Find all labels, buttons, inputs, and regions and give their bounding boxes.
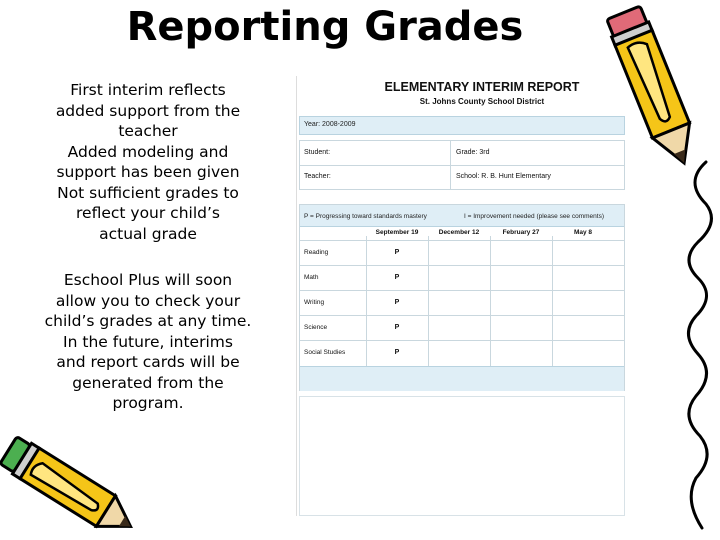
- column-header: September 19: [375, 229, 419, 236]
- grade-mark: P: [394, 274, 400, 281]
- teacher-label: Teacher:: [304, 173, 331, 180]
- report-district: St. Johns County School District: [419, 97, 545, 106]
- report-title: ELEMENTARY INTERIM REPORT: [384, 80, 580, 94]
- column-header: May 8: [573, 229, 593, 236]
- school-label: School: R. B. Hunt Elementary: [456, 173, 551, 180]
- report-year: Year: 2008-2009: [304, 121, 356, 128]
- text-block-eschool: [28, 270, 268, 414]
- grade-mark: P: [394, 324, 400, 331]
- table-row: [300, 315, 624, 341]
- text-block-interim: [28, 80, 268, 244]
- comments-box: [299, 396, 625, 516]
- student-info-table: [299, 140, 625, 190]
- subject-label: Science: [304, 324, 328, 331]
- text-line: teacher: [118, 122, 178, 140]
- text-line: and report cards will be: [56, 353, 240, 371]
- text-line: First interim reflects: [70, 81, 226, 99]
- grade-mark: P: [394, 349, 400, 356]
- text-line: support has been given: [56, 163, 240, 181]
- text-line: generated from the: [72, 373, 224, 392]
- grade-mark: P: [394, 299, 400, 306]
- text-line: reflect your child’s: [76, 204, 220, 222]
- subject-label: Math: [304, 274, 319, 281]
- table-row: [300, 265, 624, 291]
- interim-report-image: [296, 76, 627, 516]
- grade-label: Grade: 3rd: [456, 149, 490, 156]
- text-line: In the future, interims: [63, 332, 233, 351]
- squiggle-line: [676, 160, 720, 530]
- table-footer-band: [300, 366, 624, 391]
- table-row: [300, 240, 624, 266]
- text-line: Not sufficient grades to: [57, 183, 239, 202]
- legend-band: [300, 205, 624, 227]
- text-line: allow you to check your: [55, 291, 241, 310]
- text-line: added support from the: [55, 101, 241, 120]
- text-line: Added modeling and: [67, 142, 229, 161]
- text-line: program.: [112, 394, 184, 412]
- subject-label: Reading: [304, 249, 329, 256]
- legend-improvement: I = Improvement needed (please see comments): [464, 213, 605, 220]
- subject-label: Writing: [304, 299, 325, 306]
- grades-table: [299, 204, 625, 391]
- pencil-icon: [0, 430, 135, 540]
- text-line: actual grade: [99, 224, 197, 243]
- student-label: Student:: [304, 149, 331, 156]
- table-row: [300, 290, 624, 316]
- column-header: December 12: [438, 229, 480, 236]
- year-band: [299, 116, 625, 135]
- pencil-icon: [598, 0, 714, 175]
- page-title: Reporting Grades: [126, 4, 524, 50]
- legend-progressing: P = Progressing toward standards mastery: [304, 213, 427, 220]
- text-line: child’s grades at any time.: [44, 312, 252, 330]
- grade-mark: P: [394, 249, 400, 256]
- text-line: Eschool Plus will soon: [63, 271, 233, 289]
- table-row: [300, 340, 624, 366]
- subject-label: Social Studies: [304, 349, 346, 356]
- column-header: February 27: [502, 229, 540, 236]
